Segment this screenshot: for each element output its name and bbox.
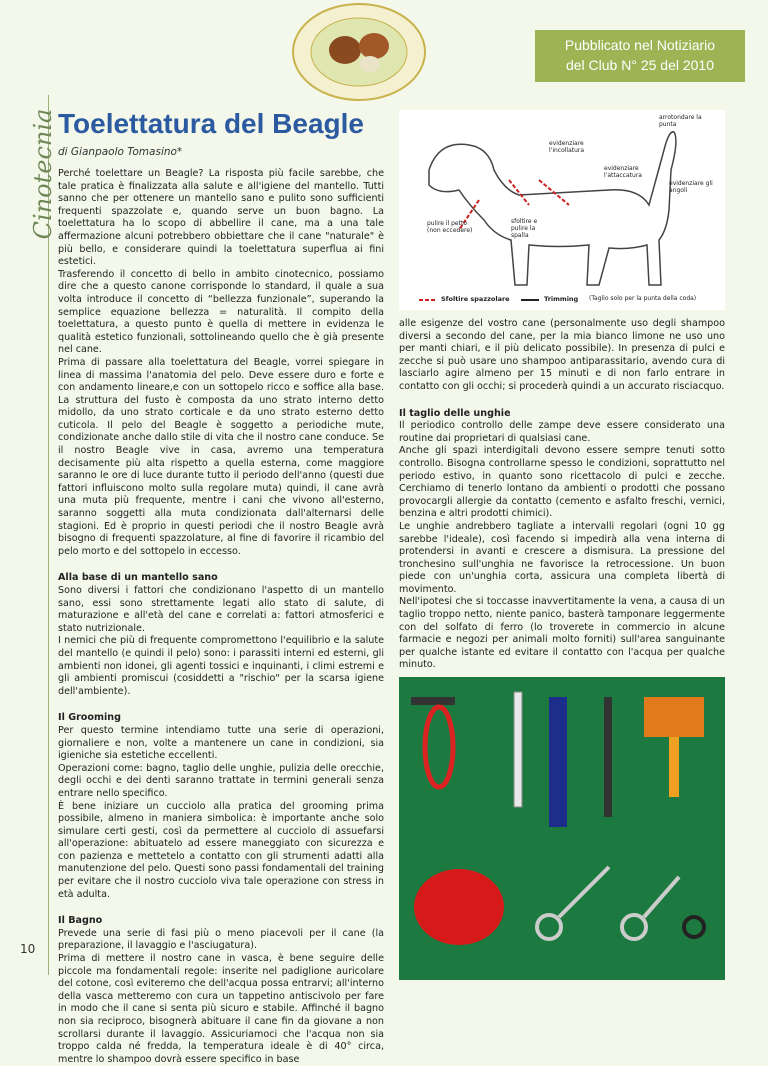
paragraph: Per questo termine intendiamo tutte una serie di operazioni, giornaliere e non, volte a mantenere un cane in condizioni, sia igieniche sia estetiche eccellenti.	[58, 724, 384, 762]
article-title: Toelettatura del Beagle	[58, 108, 365, 139]
paragraph: I nemici che più di frequente compromettono l'equilibrio e la salute del mantello (e quindi il pelo) sono: i parassiti interni ed esterni, gli ambienti non idonei, gli agenti tossici e inquinanti, i climi estremi e gli ambienti promiscui (cosiddetti a "rischio" per la scarsa igiene dell'ambiente).	[58, 635, 384, 697]
legend-sfoltire: Sfoltire spazzolare	[441, 295, 510, 303]
tools-illustration	[399, 677, 725, 980]
grooming-tools-photo	[399, 677, 725, 980]
paragraph: Prima di mettere il nostro cane in vasca, è bene seguire delle piccole ma fondamentali regole: inserite nel padiglione auricolare del cotone, così eviteremo che dell'acqua possa entrarvi; all'interno della vasca metteremo con cura un tappetino antiscivolo per fare in modo che il cane si senta più sicuro e stabile. Affinché il bagno non sia reciproco, bisognerà abituare il cane fin da giovane a non scrollarsi durante il lavaggio. Assicuriamoci che l'acqua non sia troppo calda né fredda, la temperatura ideale è di 40° circa, mentre lo shampoo dovrà essere specifico in base	[58, 953, 384, 1065]
publication-note	[535, 30, 745, 82]
label-attaccatura: evidenziare l'attaccatura	[604, 165, 642, 179]
paragraph: Le unghie andrebbero tagliate a intervalli regolari (ogni 10 gg sarebbe l'ideale), così facendo si impedirà alla vena interna di protendersi in avanti e crescere a dismisura. La pressione del tronchesino sull'unghia ne favorisce la retrocessione. Un buon piede con un'unghia corta, assicura una completa libertà di movimento.	[399, 520, 725, 595]
section-heading: Il taglio delle unghie	[399, 407, 511, 419]
paragraph: Sono diversi i fattori che condizionano l'aspetto di un mantello sano, essi sono strettamente legati allo stato di salute, di maturazione e all'età del cane e correlati a: fattori atmosferici e stato nutrizionale.	[58, 585, 384, 634]
paragraph: Il periodico controllo delle zampe deve essere considerato una routine dai proprietari di qualsiasi cane.	[399, 420, 725, 444]
section-heading: Alla base di un mantello sano	[58, 572, 218, 584]
label-incollatura: evidenziare l'incollatura	[549, 140, 585, 154]
section-heading: Il Grooming	[58, 712, 121, 724]
label-petto: pulire il petto (non eccedere)	[427, 220, 473, 234]
section-label: Cinotecnia	[29, 108, 57, 240]
legend-trimming: Trimming	[544, 295, 579, 303]
paragraph: Nell'ipotesi che si toccasse inavvertitamente la vena, a causa di un taglio troppo netto, niente panico, basterà tamponare leggermente con del solfato di ferro (lo troverete in commercio in alcune farmacie e negozi per animali molto forniti) sull'area sanguinante per qualche istante ed evitare il contatto con l'acqua per qualche minuto.	[399, 596, 725, 671]
publication-note-line-2: del Club N° 25 del 2010	[565, 57, 715, 73]
paragraph: Perché toelettare un Beagle? La risposta più facile sarebbe, che tale pratica è finalizzata alla salute e all'igiene del mantello. Tutti sanno che per ottenere un mantello sano e pulito sono sufficienti frequenti spazzolate e, quando serve un buon bagno. La toelettatura ha lo scopo di abbellire il cane, ma a una tale affermazione alcuni potrebbero obbiettare che il cane "naturale" è più bello, e considerare quindi la toelettatura superflua ai fini estetici.	[58, 168, 384, 268]
publication-note-line-1: Pubblicato nel Notiziario	[564, 37, 716, 53]
label-spalla: sfoltire e pulire la spalla	[511, 218, 538, 239]
label-punta: arrotondare la punta	[659, 114, 702, 128]
paragraph: Operazioni come: bagno, taglio delle unghie, pulizia delle orecchie, degli occhi e dei denti saranno trattate in termini generali senza entrare nello specifico.	[58, 762, 384, 799]
club-logo	[290, 2, 428, 102]
paragraph: Trasferendo il concetto di bello in ambito cinotecnico, possiamo dire che a questo canone corrisponde lo standard, il quale a sua volta introduce il concetto di “bellezza funzionale”, superando la semplice equazione bellezza = naturalità. Il compito della toelettatura, a questo punto è quella di mettere in evidenza le qualità estetico funzionali, sottolineando quello che è già presente nel cane.	[58, 268, 384, 356]
paragraph: È bene iniziare un cucciolo alla pratica del grooming prima possibile, almeno in maniera simbolica: è importante anche solo simulare certi gesti, così da permettere al cucciolo di assuefarsi all'operazione: abituatelo ad essere maneggiato con sicurezza e con pazienza e mettetelo a contatto con gli strumenti adatti alla manutenzione del pelo. Questi sono passi fondamentali del training per evitare che il nostro cucciolo viva tale operazione con stress in età adulta.	[58, 800, 384, 900]
section-heading: Il Bagno	[58, 915, 103, 927]
paragraph: alle esigenze del vostro cane (personalmente uso degli shampoo diversi a secondo del cane, per la mia bianco limone ne uso uno per manti chiari, e il più delicato possibile). In presenza di pulci e zecche si può usare uno shampoo antiparassitario, avendo cura di lasciarlo agire almeno per 15 minuti e di non farlo entrare in contatto con gli occhi; si procederà quindi a un accurato risciacquo.	[399, 318, 725, 392]
paragraph: Prevede una serie di fasi più o meno piacevoli per il cane (la preparazione, il lavaggio e l'asciugatura).	[58, 927, 384, 952]
paragraph: Prima di passare alla toelettatura del Beagle, vorrei spiegare in linea di massima l'anatomia del pelo. Deve essere duro e forte e con andamento lineare,e con un sottopelo ricco e soffice alla base. La struttura del fusto è composta da uno strato interno detto midollo, da uno strato corticale e da uno strato esterno detto cuticola. Il pelo del Beagle è soggetto a periodiche mute, condizionate anche dallo stile di vita che il nostro cane conduce. Se il nostro Beagle vive in casa, avremo una temperatura decisamente più alta rispetto a quella esterna, come maggiore saranno le ore di luce durante tutto il periodo dell'anno (questi due fattori influiscono molto sulla regolare muta) quindi, il cane avrà una muta più frequente, mentre i cani che vivono all'esterno, saranno soggetti alla muta condizionata dall'alternarsi delle stagioni. Ed è proprio in questi periodi che il nostro Beagle avrà bisogno di frequenti spazzolature, al fine di favorire il ricambio del pelo morto e del sottopelo in eccesso.	[58, 356, 384, 557]
legend-note: (Taglio solo per la punta della coda)	[589, 295, 697, 302]
grooming-diagram	[399, 110, 725, 310]
byline: di Gianpaolo Tomasino*	[58, 146, 183, 158]
page-number: 10	[20, 942, 36, 956]
paragraph: Anche gli spazi interdigitali devono essere sempre tenuti sotto controllo. Bisogna controllarne spesso le condizioni, soprattutto nel periodo estivo, in quanto sono ricettacolo di pulci e zecche. Cerchiamo di tenerlo lontano da ambienti o prodotti che possano provocargli allergie da contatto (cemento e asfalto freschi, vernici, benzina e altri prodotti chimici).	[399, 445, 725, 520]
column-2	[399, 318, 725, 724]
label-angoli: evidenziare gli angoli	[669, 180, 713, 194]
column-1	[58, 168, 384, 1066]
